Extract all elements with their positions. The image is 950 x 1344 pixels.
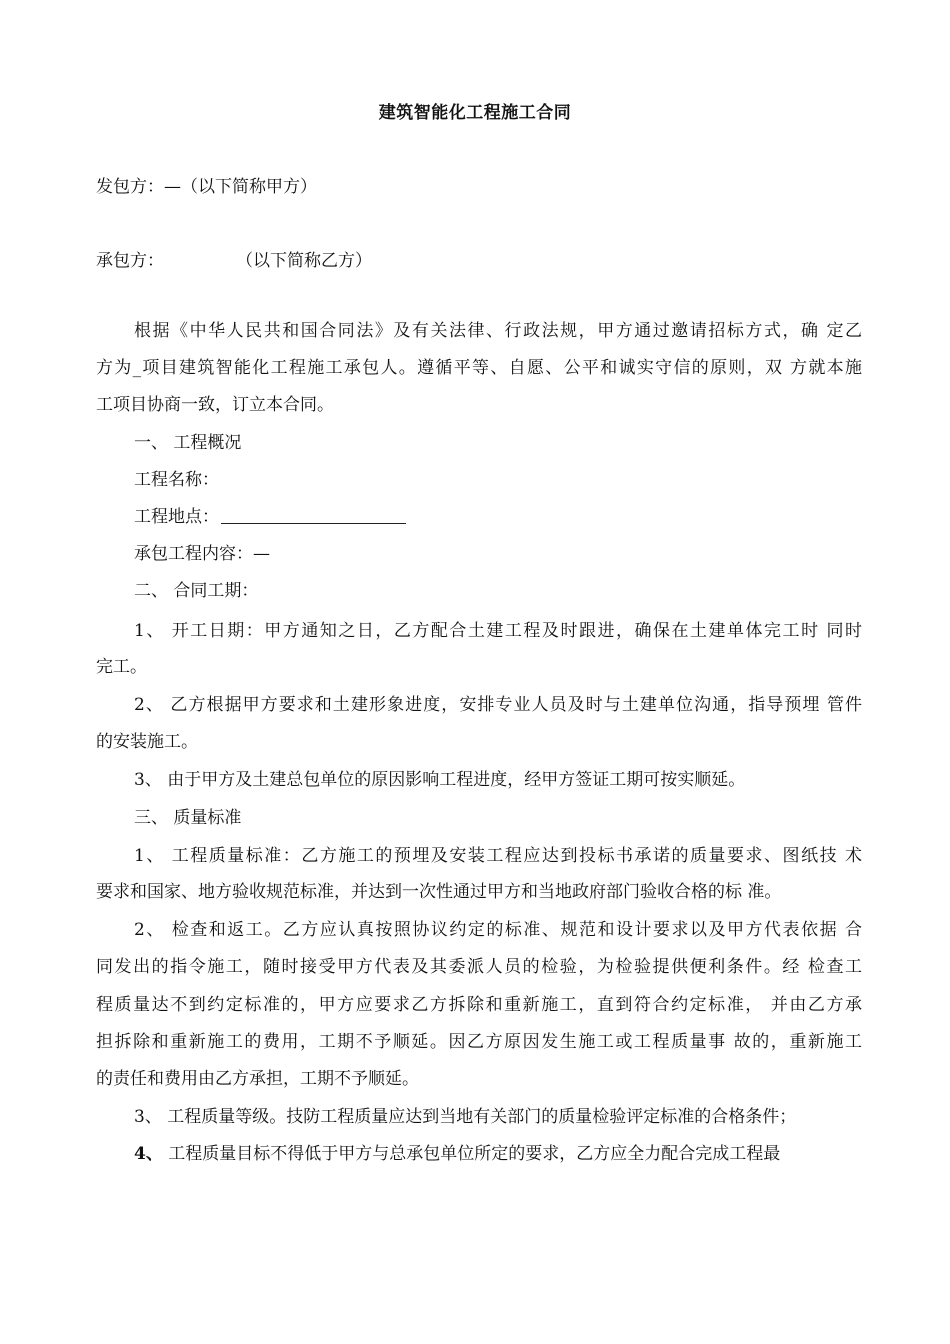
s3-item2-line4: 担拆除和重新施工的费用，工期不予顺延。因乙方原因发生施工或工程质量事 故的，重新施工 bbox=[96, 1032, 862, 1052]
party-a-line bbox=[96, 174, 317, 200]
intro-line-1: 根据《中华人民共和国合同法》及有关法律、行政法规，甲方通过邀请招标方式，确 定乙 bbox=[134, 321, 862, 341]
party-b-line bbox=[96, 248, 372, 274]
section3-heading: 三、 质量标准 bbox=[134, 808, 242, 828]
section1-heading: 一、 工程概况 bbox=[134, 433, 242, 453]
s2-item1-line2: 完工。 bbox=[96, 657, 147, 677]
project-location-line bbox=[134, 504, 406, 530]
party-a-value: —（以下简称甲方） bbox=[164, 177, 317, 197]
s3-item2-line1: 2、 检查和返工。乙方应认真按照协议约定的标准、规范和设计要求以及甲方代表依据 合 bbox=[134, 920, 862, 940]
s2-item2-line1: 2、 乙方根据甲方要求和土建形象进度，安排专业人员及时与土建单位沟通，指导预埋 管件 bbox=[134, 695, 862, 715]
section2-heading: 二、 合同工期： bbox=[134, 581, 259, 601]
s3-item2-line2: 同发出的指令施工，随时接受甲方代表及其委派人员的检验，为检验提供便利条件。经 检查工 bbox=[96, 957, 862, 977]
party-a-label: 发包方： bbox=[96, 177, 164, 197]
s3-item4-text: 工程质量目标不得低于甲方与总承包单位所定的要求，乙方应全力配合完成工程最 bbox=[162, 1144, 781, 1164]
s3-item3: 3、 工程质量等级。技防工程质量应达到当地有关部门的质量检验评定标准的合格条件； bbox=[134, 1107, 797, 1127]
project-location-blank bbox=[221, 505, 406, 524]
intro-line-3: 工项目协商一致，订立本合同。 bbox=[96, 395, 334, 415]
contract-content-label: 承包工程内容：— bbox=[134, 544, 270, 564]
s2-item2-line2: 的安装施工。 bbox=[96, 732, 198, 752]
s3-item2-line5: 的责任和费用由乙方承担，工期不予顺延。 bbox=[96, 1069, 419, 1089]
s3-item2-line3: 程质量达不到约定标准的，甲方应要求乙方拆除和重新施工，直到符合约定标准， 并由乙方承 bbox=[96, 995, 862, 1015]
document-title: 建筑智能化工程施工合同 bbox=[378, 103, 572, 123]
s3-item4-number: 4、 bbox=[134, 1144, 163, 1164]
project-location-label: 工程地点： bbox=[134, 507, 219, 527]
party-b-label: 承包方： bbox=[96, 251, 164, 271]
s3-item1-line1: 1、 工程质量标准：乙方施工的预埋及安装工程应达到投标书承诺的质量要求、图纸技 术 bbox=[134, 846, 862, 866]
project-name-label: 工程名称： bbox=[134, 470, 219, 490]
s3-item1-line2: 要求和国家、地方验收规范标准，并达到一次性通过甲方和当地政府部门验收合格的标 准。 bbox=[96, 882, 782, 902]
s3-item4 bbox=[134, 1141, 862, 1167]
party-b-value: （以下简称乙方） bbox=[236, 251, 372, 271]
intro-line-2: 方为_项目建筑智能化工程施工承包人。遵循平等、自愿、公平和诚实守信的原则，双 方就本施 bbox=[96, 358, 862, 378]
s2-item3: 3、 由于甲方及土建总包单位的原因影响工程进度，经甲方签证工期可按实顺延。 bbox=[134, 770, 746, 790]
s2-item1-line1: 1、 开工日期：甲方通知之日，乙方配合土建工程及时跟进，确保在土建单体完工时 同时 bbox=[134, 621, 862, 641]
